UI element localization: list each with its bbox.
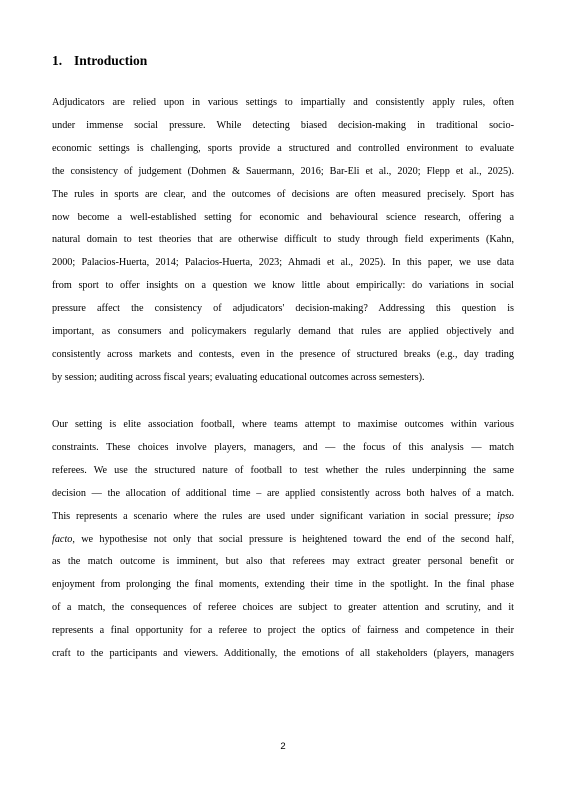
paragraph-line: constraints. These choices involve players, managers, and — the focus of this analysis — match [52, 441, 514, 453]
paragraph-line: decision — the allocation of additional time – are applied consistently across both halves of a match. [52, 487, 514, 499]
section-number: 1. [52, 53, 63, 68]
italic-latin-term: ipso [497, 510, 514, 522]
paragraph-line: Adjudicators are relied upon in various settings to impartially and consistently apply rules, often [52, 97, 514, 108]
paragraph-line: from sport to offer insights on a question we know little about empirically: do variations in social [52, 280, 514, 292]
paragraph-line: represents a final opportunity for a referee to project the optics of fairness and competence in their [52, 625, 514, 637]
paragraph-line: 2000; Palacios-Huerta, 2014; Palacios-Huerta, 2023; Ahmadi et al., 2025). In this paper, we use data [52, 257, 514, 269]
paragraph-line: now become a well-established setting for economic and behavioural science research, offering a [52, 211, 514, 223]
paragraph-line: by session; auditing across fiscal years; evaluating educational outcomes across semesters). [52, 371, 425, 383]
paragraph-line: the consistency of judgement (Dohmen & Sauermann, 2016; Bar-Eli et al., 2020; Flepp et al., 2025). [52, 165, 514, 177]
paragraph-line [52, 506, 514, 529]
paragraph-line: pressure affect the consistency of adjudicators' decision-making? Addressing this question is [52, 303, 514, 315]
paragraph-line: natural domain to test theories that are otherwise difficult to study through field experiments (Kahn, [52, 234, 514, 246]
paragraph-line: craft to the participants and viewers. Additionally, the emotions of all stakeholders (players, managers [52, 648, 514, 660]
paragraph-line: enjoyment from prolonging the final moments, extending their time in the spotlight. In the final phase [52, 579, 514, 591]
text-run: , we hypothesise not only that social pressure is heightened toward the end of the second half, [72, 533, 514, 545]
paragraph-line: economic settings is challenging, sports provide a structured and controlled environment to evaluate [52, 142, 514, 154]
paragraph-line [52, 529, 514, 552]
paragraph-1 [52, 92, 514, 390]
section-title: Introduction [74, 53, 148, 68]
paragraph-line: The rules in sports are clear, and the outcomes of decisions are often measured precisely. Sport has [52, 188, 514, 200]
italic-latin-term: facto [52, 533, 73, 545]
paragraph-line: under immense social pressure. While detecting biased decision-making in traditional socio- [52, 119, 514, 131]
paragraph-2 [52, 414, 514, 666]
paragraph-line: Our setting is elite association football, where teams attempt to maximise outcomes within various [52, 419, 514, 430]
paragraph-line: important, as consumers and policymakers regularly demand that rules are applied objectively and [52, 326, 514, 338]
paragraph-line: of a match, the consequences of referee choices are subject to greater attention and scrutiny, and it [52, 602, 514, 614]
paragraph-line: referees. We use the structured nature of football to test whether the rules underpinning the same [52, 464, 514, 476]
paragraph-line: consistently across markets and contests, even in the presence of structured breaks (e.g., day trading [52, 348, 514, 360]
section-heading [52, 53, 147, 69]
paragraph-line: as the match outcome is imminent, but also that referees may extract greater personal benefit or [52, 556, 514, 568]
text-run: This represents a scenario where the rules are used under significant variation in social pressure; [52, 510, 498, 522]
page-number: 2 [280, 741, 286, 752]
